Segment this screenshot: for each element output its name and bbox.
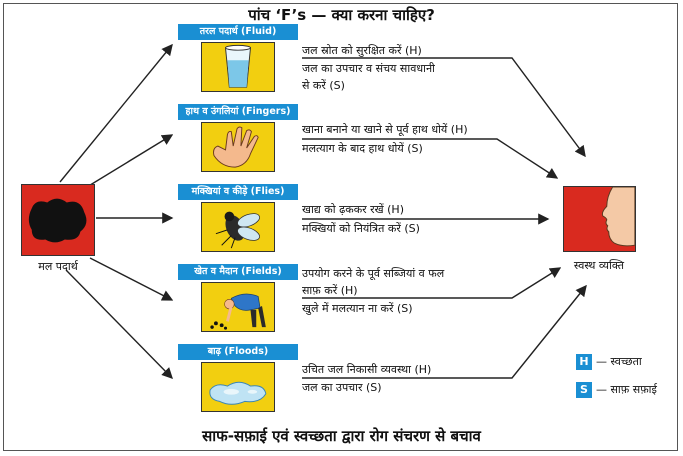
route-icon-box-fluid bbox=[201, 42, 275, 92]
route-icon-box-flies bbox=[201, 202, 275, 252]
route-label-flies: मक्खियां व कीड़े (Flies) bbox=[178, 184, 298, 200]
route-text-floods-1: उचित जल निकासी व्यवस्था (H) bbox=[302, 363, 432, 376]
legend-item-h bbox=[576, 354, 642, 370]
route-text-flies-1: खाद्य को ढ़ककर रखें (H) bbox=[302, 203, 404, 216]
fly-icon bbox=[202, 203, 274, 251]
glass-of-water-icon bbox=[202, 43, 274, 91]
source-box bbox=[21, 184, 95, 256]
route-text-fields-2: साफ़ करें (H) bbox=[302, 284, 358, 297]
diagram-footer: साफ-सफ़ाई एवं स्वच्छता द्वारा रोग संचरण से बचाव bbox=[202, 427, 481, 445]
person-bending-icon bbox=[202, 283, 274, 331]
hand-icon bbox=[202, 123, 274, 171]
arrow-source-fluid bbox=[60, 45, 172, 182]
route-text-fingers-2: मलत्याग के बाद हाथ धोयें (S) bbox=[302, 142, 423, 155]
route-text-fluid-1: जल स्रोत को सुरक्षित करें (H) bbox=[302, 44, 422, 57]
route-text-fluid-3: से करें (S) bbox=[302, 79, 345, 92]
route-text-fluid-2: जल का उपचार व संचय सावधानी bbox=[302, 62, 435, 75]
route-text-flies-2: मक्खियों को नियंत्रित करें (S) bbox=[302, 222, 420, 235]
legend-text-h: — स्वच्छता bbox=[596, 355, 642, 368]
route-icon-box-floods bbox=[201, 362, 275, 412]
legend-key-s: S bbox=[576, 382, 592, 398]
destination-label: स्वस्थ व्यक्ति bbox=[573, 259, 625, 272]
diagram-title: पांच ‘F’s — क्या करना चाहिए? bbox=[248, 6, 435, 24]
source-label: मल पदार्थ bbox=[38, 260, 78, 273]
arrow-source-fields bbox=[90, 258, 172, 300]
legend-key-h: H bbox=[576, 354, 592, 370]
route-icon-box-fields bbox=[201, 282, 275, 332]
route-label-fields: खेत व मैदान (Fields) bbox=[178, 264, 298, 280]
route-text-floods-2: जल का उपचार (S) bbox=[302, 381, 382, 394]
route-text-fields-1: उपयोग करने के पूर्व सब्जियां व फल bbox=[302, 267, 445, 280]
arrow-source-fingers bbox=[82, 135, 172, 190]
route-icon-box-fingers bbox=[201, 122, 275, 172]
legend-text-s: — साफ़ सफ़ाई bbox=[596, 383, 657, 396]
legend-item-s bbox=[576, 382, 657, 398]
destination-box bbox=[563, 186, 636, 252]
face-profile-icon bbox=[564, 187, 635, 251]
route-label-fingers: हाथ व उंगलियां (Fingers) bbox=[178, 104, 298, 120]
route-text-fingers-1: खाना बनाने या खाने से पूर्व हाथ धोयें (H) bbox=[302, 123, 468, 136]
feces-icon bbox=[22, 185, 94, 255]
route-label-floods: बाढ़ (Floods) bbox=[178, 344, 298, 360]
arrow-source-floods bbox=[66, 270, 172, 378]
route-label-fluid: तरल पदार्थ (Fluid) bbox=[178, 24, 298, 40]
route-text-fields-3: खुले में मलत्यान ना करें (S) bbox=[302, 302, 413, 315]
water-puddle-icon bbox=[202, 363, 274, 411]
